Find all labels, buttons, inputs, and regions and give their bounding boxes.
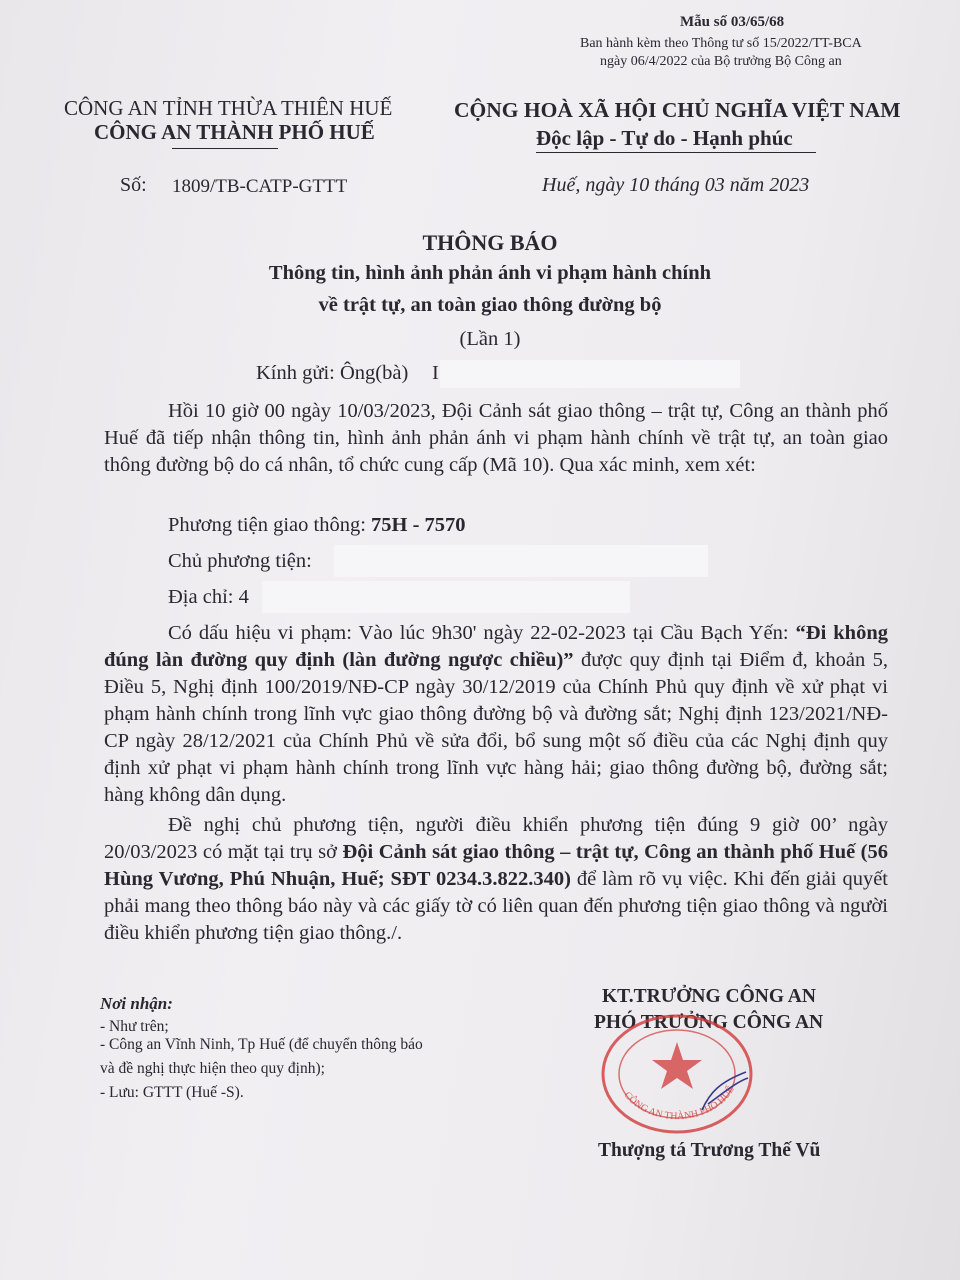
owner-redaction	[334, 545, 708, 577]
notice-title: THÔNG BÁO	[422, 230, 558, 255]
notice-subtitle-1: Thông tin, hình ảnh phản ánh vi phạm hành chính	[268, 262, 712, 284]
agency-parent: CÔNG AN TỈNH THỪA THIÊN HUẾ	[64, 96, 393, 120]
agency-underline	[172, 148, 278, 149]
vehicle-field	[168, 514, 466, 537]
form-number: Mẫu số 03/65/68	[680, 14, 785, 30]
request-paragraph	[104, 812, 888, 947]
address-label: Địa chỉ:	[168, 586, 234, 608]
national-motto: Độc lập - Tự do - Hạnh phúc	[536, 126, 793, 150]
vehicle-plate: 75H - 7570	[371, 514, 466, 536]
request-location: Đội Cảnh sát giao thông – trật tự, Công an thành phố Huế (56 Hùng Vương, Phú Nhuận, Huế; SĐT 0234.3.822.340)	[104, 841, 889, 890]
place-date: Huế, ngày 10 tháng 03 năm 2023	[542, 174, 810, 196]
owner-label: Chủ phương tiện:	[168, 550, 312, 572]
svg-text:CÔNG AN THÀNH PHỐ HUẾ	[622, 1083, 737, 1122]
intro-paragraph: Hồi 10 giờ 00 ngày 10/03/2023, Đội Cảnh sát giao thông – trật tự, Công an thành phố Huế đã tiếp nhận thông tin, hình ảnh phản ánh vi phạm hành chính về trật tự, an toàn giao thông đường bộ do cá nhân, tổ chức cung cấp (Mã 10). Qua xác minh, xem xét:	[104, 400, 888, 476]
address-field	[168, 586, 249, 609]
seal-text: CÔNG AN THÀNH PHỐ HUẾ	[621, 1084, 737, 1123]
recipient-label: Kính gửi: Ông(bà)	[256, 362, 409, 384]
signer-name: Thượng tá Trương Thế Vũ	[598, 1140, 821, 1161]
request-rest: để làm rõ vụ việc. Khi đến giải quyết phải mang theo thông báo này và các giấy tờ có liên quan đến phương tiện giao thông và người điều khiển phương tiện giao thông./.	[104, 868, 888, 944]
signature-line-2: PHÓ TRƯỞNG CÔNG AN	[594, 1012, 824, 1033]
agency-name: CÔNG AN THÀNH PHỐ HUẾ	[94, 120, 375, 144]
recipient-value: I	[432, 362, 439, 384]
recipients-label: Nơi nhận:	[100, 994, 173, 1013]
notice-attempt: (Lần 1)	[459, 328, 521, 350]
recipients-item: - Công an Vĩnh Ninh, Tp Huế (để chuyển thông báo	[100, 1036, 423, 1053]
national-title: CỘNG HOÀ XÃ HỘI CHỦ NGHĨA VIỆT NAM	[454, 98, 901, 122]
address-value: 4	[238, 586, 249, 608]
violation-paragraph	[104, 620, 888, 809]
recipients-item: - Như trên;	[100, 1018, 169, 1035]
request-prefix: Đề nghị chủ phương tiện, người điều khiển phương tiện đúng 9 giờ 00’ ngày 20/03/2023 có mặt tại trụ sở	[104, 814, 888, 863]
form-issued-with: Ban hành kèm theo Thông tư số 15/2022/TT-BCA	[580, 36, 862, 51]
form-issued-date: ngày 06/4/2022 của Bộ trưởng Bộ Công an	[600, 54, 842, 69]
official-seal	[598, 1012, 756, 1136]
motto-underline	[536, 152, 816, 153]
violation-description: “Đi không đúng làn đường quy định (làn đường ngược chiều)”	[104, 622, 888, 671]
recipient-redaction	[440, 360, 740, 388]
doc-number: 1809/TB-CATP-GTTT	[172, 176, 348, 197]
recipients-item: - Lưu: GTTT (Huế -S).	[100, 1084, 244, 1101]
recipients-item: và đề nghị thực hiện theo quy định);	[100, 1060, 325, 1077]
vehicle-label: Phương tiện giao thông:	[168, 514, 366, 536]
signature-line-1: KT.TRƯỞNG CÔNG AN	[602, 986, 816, 1007]
address-redaction	[262, 581, 630, 613]
doc-number-label: Số:	[120, 174, 147, 196]
violation-legal-basis: được quy định tại Điểm đ, khoản 5, Điều 5, Nghị định 100/2019/NĐ-CP ngày 30/12/2019 của Chính Phủ quy định về xử phạt vi phạm hành chính trong lĩnh vực giao thông đường bộ và đường sắt; Nghị định 123/2021/NĐ-CP ngày 28/12/2021 của Chính Phủ về sửa đổi, bổ sung một số điều của các Nghị định quy định xử phạt vi phạm hành chính trong lĩnh vực hàng hải; giao thông đường bộ, đường sắt; hàng không dân dụng.	[104, 649, 888, 806]
violation-prefix: Có dấu hiệu vi phạm: Vào lúc 9h30' ngày 22-02-2023 tại Cầu Bạch Yến:	[168, 622, 796, 644]
notice-subtitle-2: về trật tự, an toàn giao thông đường bộ	[318, 294, 662, 316]
